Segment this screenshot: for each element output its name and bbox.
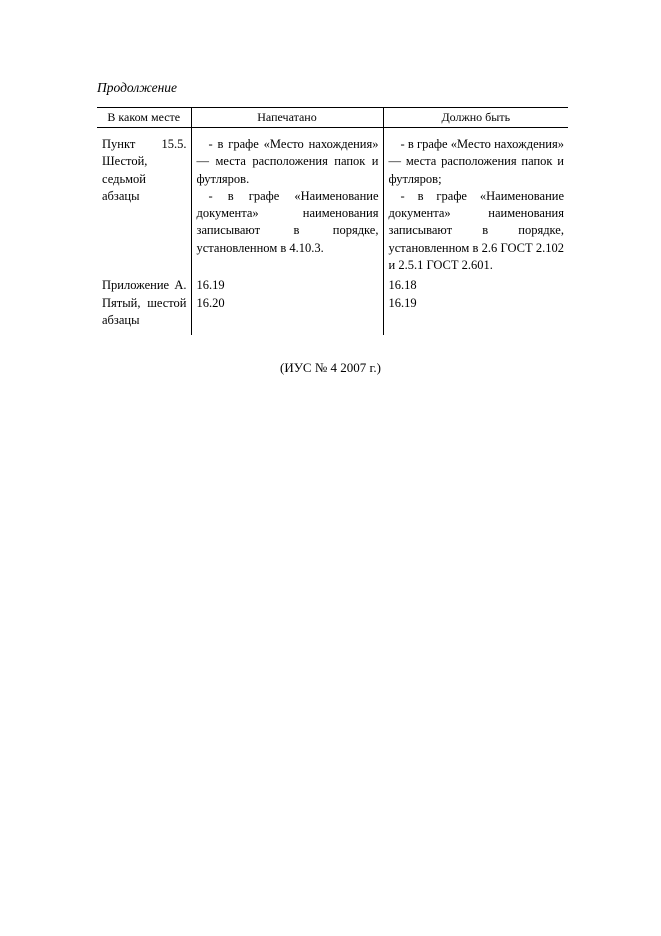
- row-2-should-be-value-2: 16.19: [388, 295, 417, 310]
- row-2-printed-value-1: 16.19: [196, 278, 225, 293]
- header-should-be: Должно быть: [383, 108, 568, 128]
- row-2-printed: [191, 275, 383, 335]
- table-row: [97, 128, 568, 276]
- row-2-should-be-value-1: 16.18: [388, 278, 417, 293]
- row-2-should-be: [383, 275, 568, 335]
- row-1-should-be: [383, 128, 568, 276]
- row-1-location: Пункт 15.5. Шестой, седьмой абзацы: [102, 137, 187, 203]
- row-1-printed: [191, 128, 383, 276]
- table-header-row: [97, 108, 568, 128]
- row-1-should-be-paragraph-1: - в графе «Место нахождения» — места расположения папок и футляров;: [388, 137, 564, 186]
- row-1-printed-paragraph-2: - в графе «Наименование документа» наименования записывают в порядке, установленном в 4.10.3.: [196, 188, 379, 255]
- header-location: В каком месте: [97, 108, 191, 128]
- row-1-printed-paragraph-1: - в графе «Место нахождения» — места расположения папок и футляров.: [196, 137, 379, 186]
- row-2-printed-value-2: 16.20: [196, 295, 225, 310]
- table-row: [97, 275, 568, 335]
- header-printed: Напечатано: [191, 108, 383, 128]
- row-1-should-be-paragraph-2: - в графе «Наименование документа» наименования записывают в порядке, установленном в 2.6 ГОСТ 2.102 и 2.5.1 ГОСТ 2.601.: [388, 188, 564, 273]
- continuation-caption: Продолжение: [97, 80, 178, 95]
- source-footnote: (ИУС № 4 2007 г.): [280, 360, 381, 375]
- errata-table: [97, 107, 568, 335]
- row-2-location: Приложение А. Пятый, шестой абзацы: [102, 278, 187, 327]
